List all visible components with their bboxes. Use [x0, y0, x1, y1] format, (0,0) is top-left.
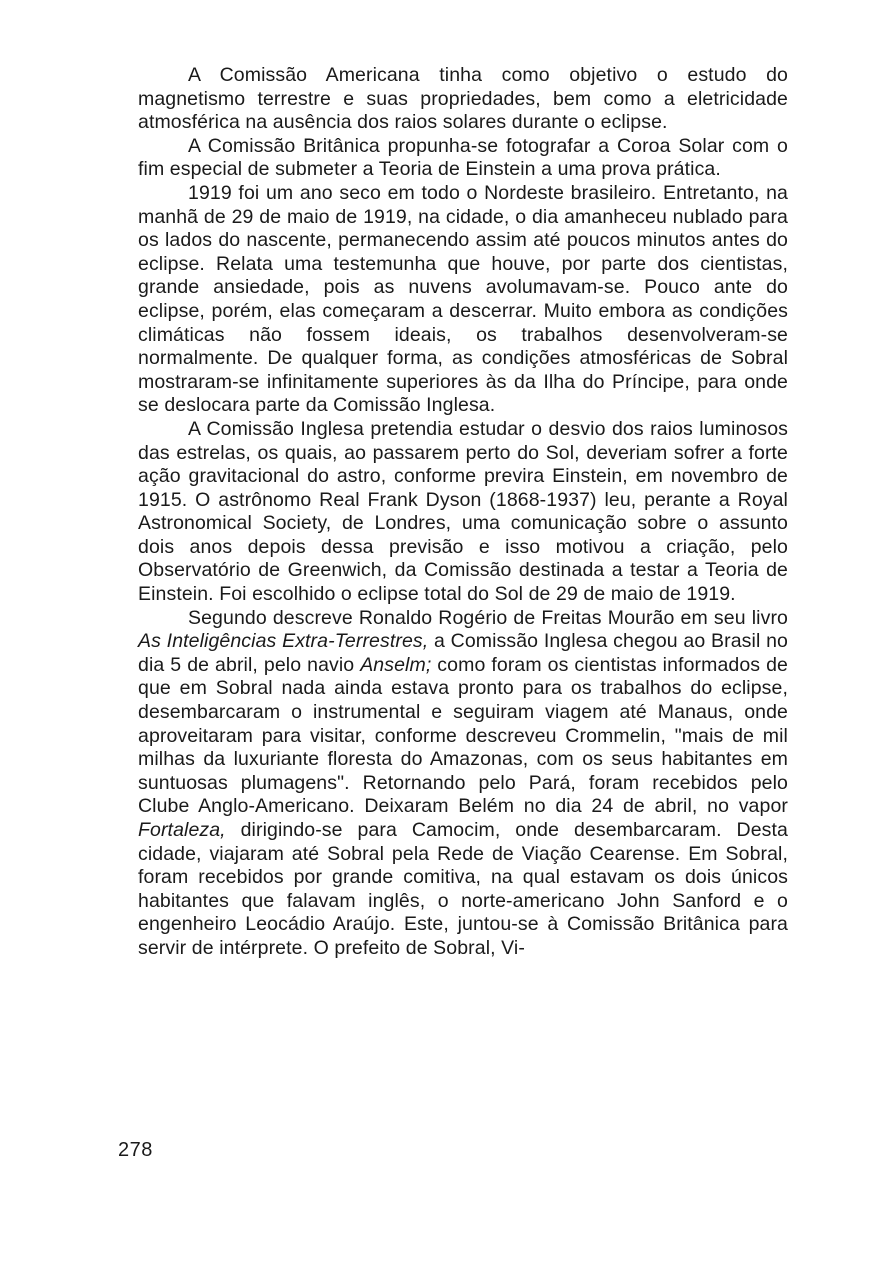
paragraph-text: dirigindo-se para Camocim, onde desembarcaram. Desta cidade, viajaram até Sobral pela Rede de Viação Cearense. Em Sobral, foram recebidos por grande comitiva, na qual estavam os dois únicos habitantes que falavam inglês, o norte-americano John Sanford e o engenheiro Leocádio Araújo. Este, juntou-se à Comissão Britânica para servir de intérprete. O prefeito de Sobral, Vi-: [138, 819, 788, 959]
ship-name: Anselm;: [360, 653, 432, 676]
paragraph-british-commission: [138, 135, 788, 182]
paragraph-english-commission-goal: [138, 418, 788, 607]
paragraph-dry-year: [138, 182, 788, 418]
paragraph-mourao-account: [138, 607, 788, 961]
paragraph-text: a Comissão Inglesa chegou ao Brasil no dia 5 de abril, pelo navio: [138, 630, 788, 676]
paragraph-text: como foram os cientistas informados de que em Sobral nada ainda estava pronto para os trabalhos do eclipse, desembarcaram o instrumental e seguiram viagem até Manaus, onde aproveitaram para visitar, conforme descreveu Crommelin, "mais de mil milhas da luxuriante floresta do Amazonas, com os seus habitantes em suntuosas plumagens". Retornando pelo Pará, foram recebidos pelo Clube Anglo-Americano. Deixaram Belém no dia 24 de abril, no vapor: [138, 653, 788, 818]
paragraph-text: Segundo descreve Ronaldo Rogério de Freitas Mourão em seu livro: [188, 606, 788, 629]
steamer-name: Fortaleza,: [138, 819, 226, 841]
body-text: [138, 64, 788, 961]
paragraph-text: A Comissão Britânica propunha-se fotografar a Coroa Solar com o fim especial de submeter a Teoria de Einstein a uma prova prática.: [138, 134, 788, 181]
page-number: 278: [118, 1139, 153, 1161]
book-title: As Inteligências Extra-Terrestres,: [138, 630, 429, 653]
paragraph-text: A Comissão Americana tinha como objetivo o estudo do magnetismo terrestre e suas propriedades, bem como a eletricidade atmosférica na ausência dos raios solares durante o eclipse.: [138, 64, 788, 134]
paragraph-american-commission: [138, 64, 788, 135]
paragraph-text: 1919 foi um ano seco em todo o Nordeste brasileiro. Entretanto, na manhã de 29 de maio de 1919, na cidade, o dia amanheceu nublado para os lados do nascente, permanecendo assim até poucos minutos antes do eclipse. Relata uma testemunha que houve, por parte dos cientistas, grande ansiedade, pois as nuvens avolumavam-se. Pouco ante do eclipse, porém, elas começaram a descerrar. Muito embora as condições climáticas não fossem ideais, os trabalhos desenvolveram-se normalmente. De qualquer forma, as condições atmosféricas de Sobral mostraram-se infinitamente superiores às da Ilha do Príncipe, para onde se deslocara parte da Comissão Inglesa.: [138, 181, 788, 417]
paragraph-text: A Comissão Inglesa pretendia estudar o desvio dos raios luminosos das estrelas, os quais, ao passarem perto do Sol, deveriam sofrer a forte ação gravitacional do astro, conforme previra Einstein, em novembro de 1915. O astrônomo Real Frank Dyson (1868-1937) leu, perante a Royal Astronomical Society, de Londres, uma comunicação sobre o assunto dois anos depois dessa previsão e isso motivou a criação, pelo Observatório de Greenwich, da Comissão destinada a testar a Teoria de Einstein. Foi escolhido o eclipse total do Sol de 29 de maio de 1919.: [138, 417, 788, 606]
